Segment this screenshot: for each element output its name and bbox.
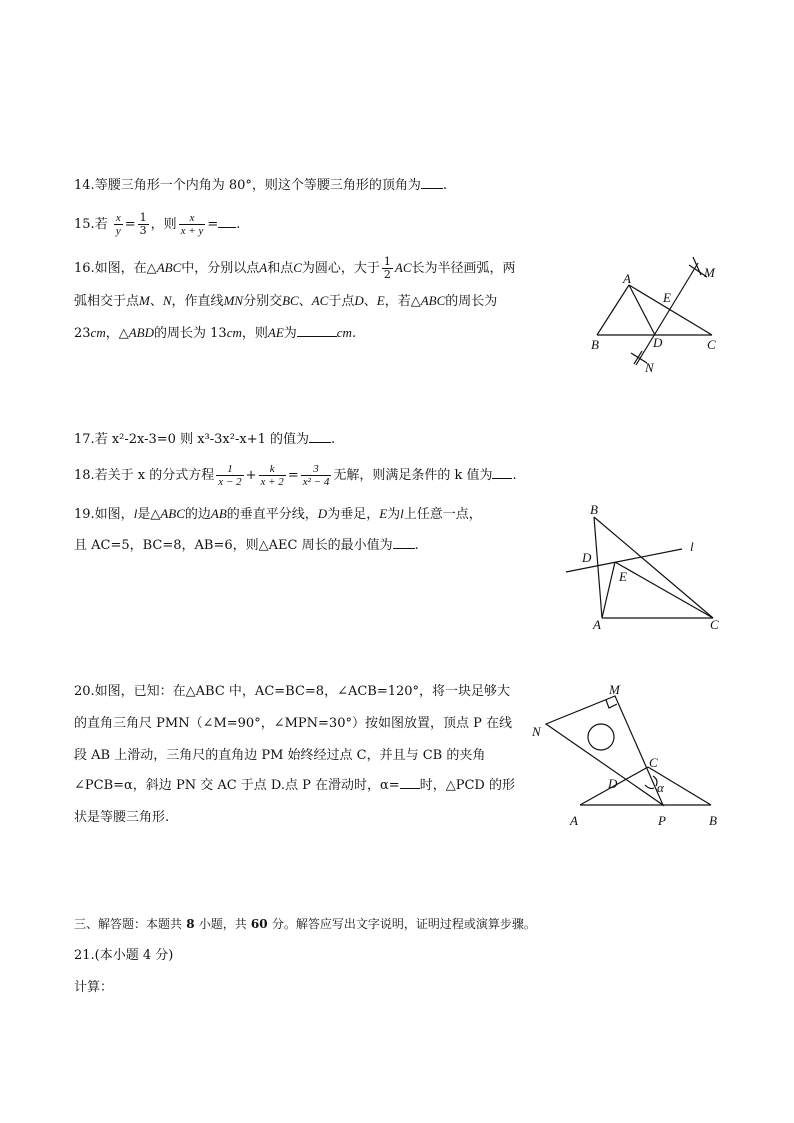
q16-ac: AC [394, 260, 412, 275]
q19-l1-a: 19.如图， [74, 507, 134, 522]
q15-mid: ，则 [150, 217, 177, 232]
fig20-right-angle-mark [606, 700, 617, 708]
q16-fraction-half [382, 256, 393, 281]
q15-post: = [207, 217, 219, 232]
q16-n: N [162, 293, 172, 308]
q19-e: E [379, 506, 388, 521]
q16-l1-pre: 16.如图，在△ [74, 261, 157, 276]
q16-l1-b: 和点 [267, 261, 294, 276]
sec3-pre: 三、解答题：本题共 [74, 917, 183, 931]
fig20-triangle-pmn [546, 696, 663, 805]
fig19-label-l: l [690, 539, 694, 554]
sec3-n2: 60 [246, 917, 272, 931]
q19-abc: ABC [160, 506, 185, 521]
q15-frac2-den: 3 [139, 224, 147, 237]
q19-end: . [414, 538, 419, 553]
q16-abc: ABC [156, 260, 182, 275]
question-20-line2 [74, 714, 512, 734]
fig20-label-d: D [608, 776, 618, 791]
q18-frac2-num: k [259, 463, 286, 476]
fig19-segment-ae [602, 562, 615, 618]
q15-fraction-x-over-y [114, 212, 123, 237]
q14-number: 14. [74, 178, 95, 193]
q20-l4-a: ∠PCB=α，斜边 PN 交 AC 于点 D.点 P 在滑动时，α= [74, 778, 400, 793]
q15-frac1-den: y [115, 225, 121, 237]
question-20-line3 [74, 746, 485, 766]
question-16-line1 [74, 256, 516, 281]
q19-l1-d: 的垂直平分线， [226, 507, 318, 522]
q16-l3-d: ，则 [241, 326, 268, 341]
q16-cm1: cm [90, 325, 106, 340]
q16-l1-a: 中，分别以点 [181, 261, 260, 276]
q16-l3-a: 23 [74, 326, 91, 341]
q18-frac2-den: x + 2 [260, 476, 284, 488]
q19-l1-b: 是△ [137, 507, 161, 522]
q15-fraction-one-third [138, 212, 149, 237]
q15-prefix: 若 [94, 217, 108, 232]
fig19-segment-ec [615, 562, 713, 618]
q17-end: . [331, 432, 336, 447]
q18-frac3-den: x² − 4 [302, 476, 330, 488]
q21-title: 21.(本小题 4 分) [74, 948, 174, 963]
q15-frac1-num: x [115, 212, 121, 224]
fig19-segment-bc [594, 517, 713, 618]
q16-l1-c: 为圆心，大于 [301, 261, 380, 276]
q16-bc: BC [282, 293, 299, 308]
question-19-line2 [74, 536, 419, 556]
q16-l3-f: . [351, 326, 357, 341]
q19-answer-blank[interactable] [393, 548, 415, 549]
q16-l3-c: 的周长为 13 [154, 326, 227, 341]
q18-frac3-num: 3 [301, 463, 332, 476]
q17-text: 若 x²-2x-3=0 则 x³-3x²-x+1 的值为 [94, 432, 309, 447]
fig16-segment-ab [597, 285, 629, 335]
fig16-label-d: D [653, 335, 663, 350]
question-15 [74, 212, 240, 238]
q15-end: . [236, 217, 241, 232]
question-20-line1 [74, 682, 510, 702]
fig20-label-alpha: α [657, 780, 664, 795]
q20-answer-blank[interactable] [400, 788, 420, 789]
q19-d: D [317, 506, 328, 521]
sec3-n1: 8 [182, 917, 199, 931]
q19-l1-g: 上任意一点， [403, 507, 482, 522]
fig16-label-m: M [704, 265, 715, 280]
q15-frac3-den: x + y [180, 225, 204, 237]
question-19-line1 [74, 504, 482, 525]
question-17 [74, 430, 335, 450]
fig16-label-e: E [663, 290, 671, 305]
q16-abc2: ABC [420, 293, 446, 308]
q19-l1-f: 为 [387, 507, 401, 522]
question-21-title [74, 946, 173, 966]
fig20-ruler-hole [588, 724, 614, 750]
fig19-label-d: D [582, 550, 592, 565]
question-20-line5 [74, 808, 169, 828]
q16-l2-c: 分别交 [243, 294, 283, 309]
question-21-text [74, 978, 113, 998]
q18-fraction-3 [301, 463, 332, 488]
fig19-label-a: A [593, 617, 601, 632]
figure-16 [585, 255, 725, 377]
fig19-label-b: B [590, 502, 598, 517]
q16-d: D [354, 293, 364, 308]
fig20-angle-mark-d [645, 785, 654, 789]
figure-20 [528, 682, 728, 830]
q16-l2-a: 弧相交于点 [74, 294, 140, 309]
q20-l5: 状是等腰三角形. [74, 810, 170, 825]
q16-answer-blank[interactable] [297, 336, 337, 337]
q19-l: l [133, 506, 138, 521]
q16-e: E [376, 293, 385, 308]
fig20-label-m: M [609, 682, 620, 697]
sec3-post: 分。解答应写出文字说明，证明过程或演算步骤。 [271, 917, 536, 931]
q16-l2-b: ，作直线 [171, 294, 224, 309]
question-14 [74, 176, 447, 196]
question-16-line3 [74, 323, 356, 344]
q18-frac1-den: x − 2 [218, 476, 242, 488]
q16-a: A [259, 260, 268, 275]
q16-m: M [139, 293, 150, 308]
q20-l1: 20.如图，已知：在△ABC 中，AC=BC=8，∠ACB=120°，将一块足够大 [74, 684, 511, 699]
fig16-label-n: N [645, 360, 654, 375]
q15-number: 15. [74, 217, 95, 232]
q16-c: C [293, 260, 302, 275]
q16-l3-b: ，△ [105, 326, 129, 341]
q15-equals: = [124, 217, 136, 232]
q16-l2-sep2: 、 [363, 294, 377, 309]
q16-sep: 、 [149, 294, 163, 309]
q16-l2-d: 于点 [328, 294, 355, 309]
q18-fraction-1 [216, 463, 243, 488]
fig19-segment-ab [594, 517, 602, 618]
fig20-label-a: A [570, 813, 578, 828]
q16-l1-d: 长为半径画弧，两 [411, 261, 516, 276]
sec3-mid: 小题，共 [198, 917, 247, 931]
fig19-label-c: C [710, 617, 719, 632]
q16-mn: MN [223, 293, 244, 308]
figure-19 [560, 500, 730, 635]
q17-answer-blank[interactable] [309, 442, 331, 443]
fig20-label-c: C [649, 755, 658, 770]
q15-frac3-num: x [179, 212, 206, 225]
fig16-label-a: A [623, 271, 631, 286]
q17-number: 17. [74, 432, 95, 447]
q14-end: . [442, 178, 448, 193]
q20-l3: 段 AB 上滑动，三角尺的直角边 PM 始终经过点 C，并且与 CB 的夹角 [74, 748, 486, 763]
q19-ab: AB [210, 506, 227, 521]
fig20-label-n: N [532, 724, 541, 739]
section-3-heading [74, 914, 536, 934]
fig19-label-e: E [619, 569, 627, 584]
q18-post: 无解，则满足条件的 k 值为 [333, 468, 493, 483]
q16-abd: ABD [128, 325, 154, 340]
q19-l1-e: 为垂足， [327, 507, 380, 522]
q15-fraction-x-over-x-plus-y [179, 212, 206, 237]
fig16-label-b: B [591, 337, 599, 352]
q16-l2-e: ，若△ [384, 294, 421, 309]
q16-l2-sep: 、 [298, 294, 312, 309]
q18-plus: + [245, 468, 257, 483]
q16-l3-e: 为 [283, 326, 297, 341]
q20-l4-b: 时，△PCD 的形 [419, 778, 515, 793]
q21-text: 计算： [74, 980, 114, 995]
fig20-label-b: B [709, 813, 717, 828]
q18-prefix: 18.若关于 x 的分式方程 [74, 468, 215, 483]
fig16-arc-m2 [693, 257, 701, 275]
q18-fraction-2 [259, 463, 286, 488]
q16-l2-f: 的周长为 [445, 294, 498, 309]
q14-text: 等腰三角形一个内角为 80°，则这个等腰三角形的顶角为 [94, 178, 421, 193]
q15-answer-blank[interactable] [218, 227, 236, 228]
q16-cm3: cm [336, 325, 352, 340]
q19-l2-text: 且 AC=5，BC=8，AB=6，则△AEC 周长的最小值为 [74, 538, 393, 553]
question-16-line2 [74, 291, 497, 312]
fig16-line-mn [636, 263, 698, 365]
q15-frac2-num: 1 [139, 211, 147, 224]
q18-frac1-num: 1 [216, 463, 243, 476]
q16-ae: AE [267, 325, 284, 340]
q16-cm2: cm [226, 325, 242, 340]
q16-ac2: AC [311, 293, 329, 308]
fig20-label-p: P [658, 813, 666, 828]
q18-answer-blank[interactable] [492, 478, 512, 479]
q16-half-den: 2 [383, 268, 391, 281]
q14-answer-blank[interactable] [421, 188, 443, 189]
question-20-line4 [74, 776, 515, 796]
q19-l2: l [400, 506, 404, 521]
q16-half-num: 1 [383, 255, 391, 268]
q18-end: . [512, 468, 517, 483]
q19-l1-c: 的边 [184, 507, 211, 522]
q20-l2: 的直角三角尺 PMN（∠M=90°，∠MPN=30°）按如图放置，顶点 P 在线 [74, 716, 512, 731]
fig16-label-c: C [707, 337, 716, 352]
q18-equals: = [287, 468, 299, 483]
question-18 [74, 462, 517, 490]
